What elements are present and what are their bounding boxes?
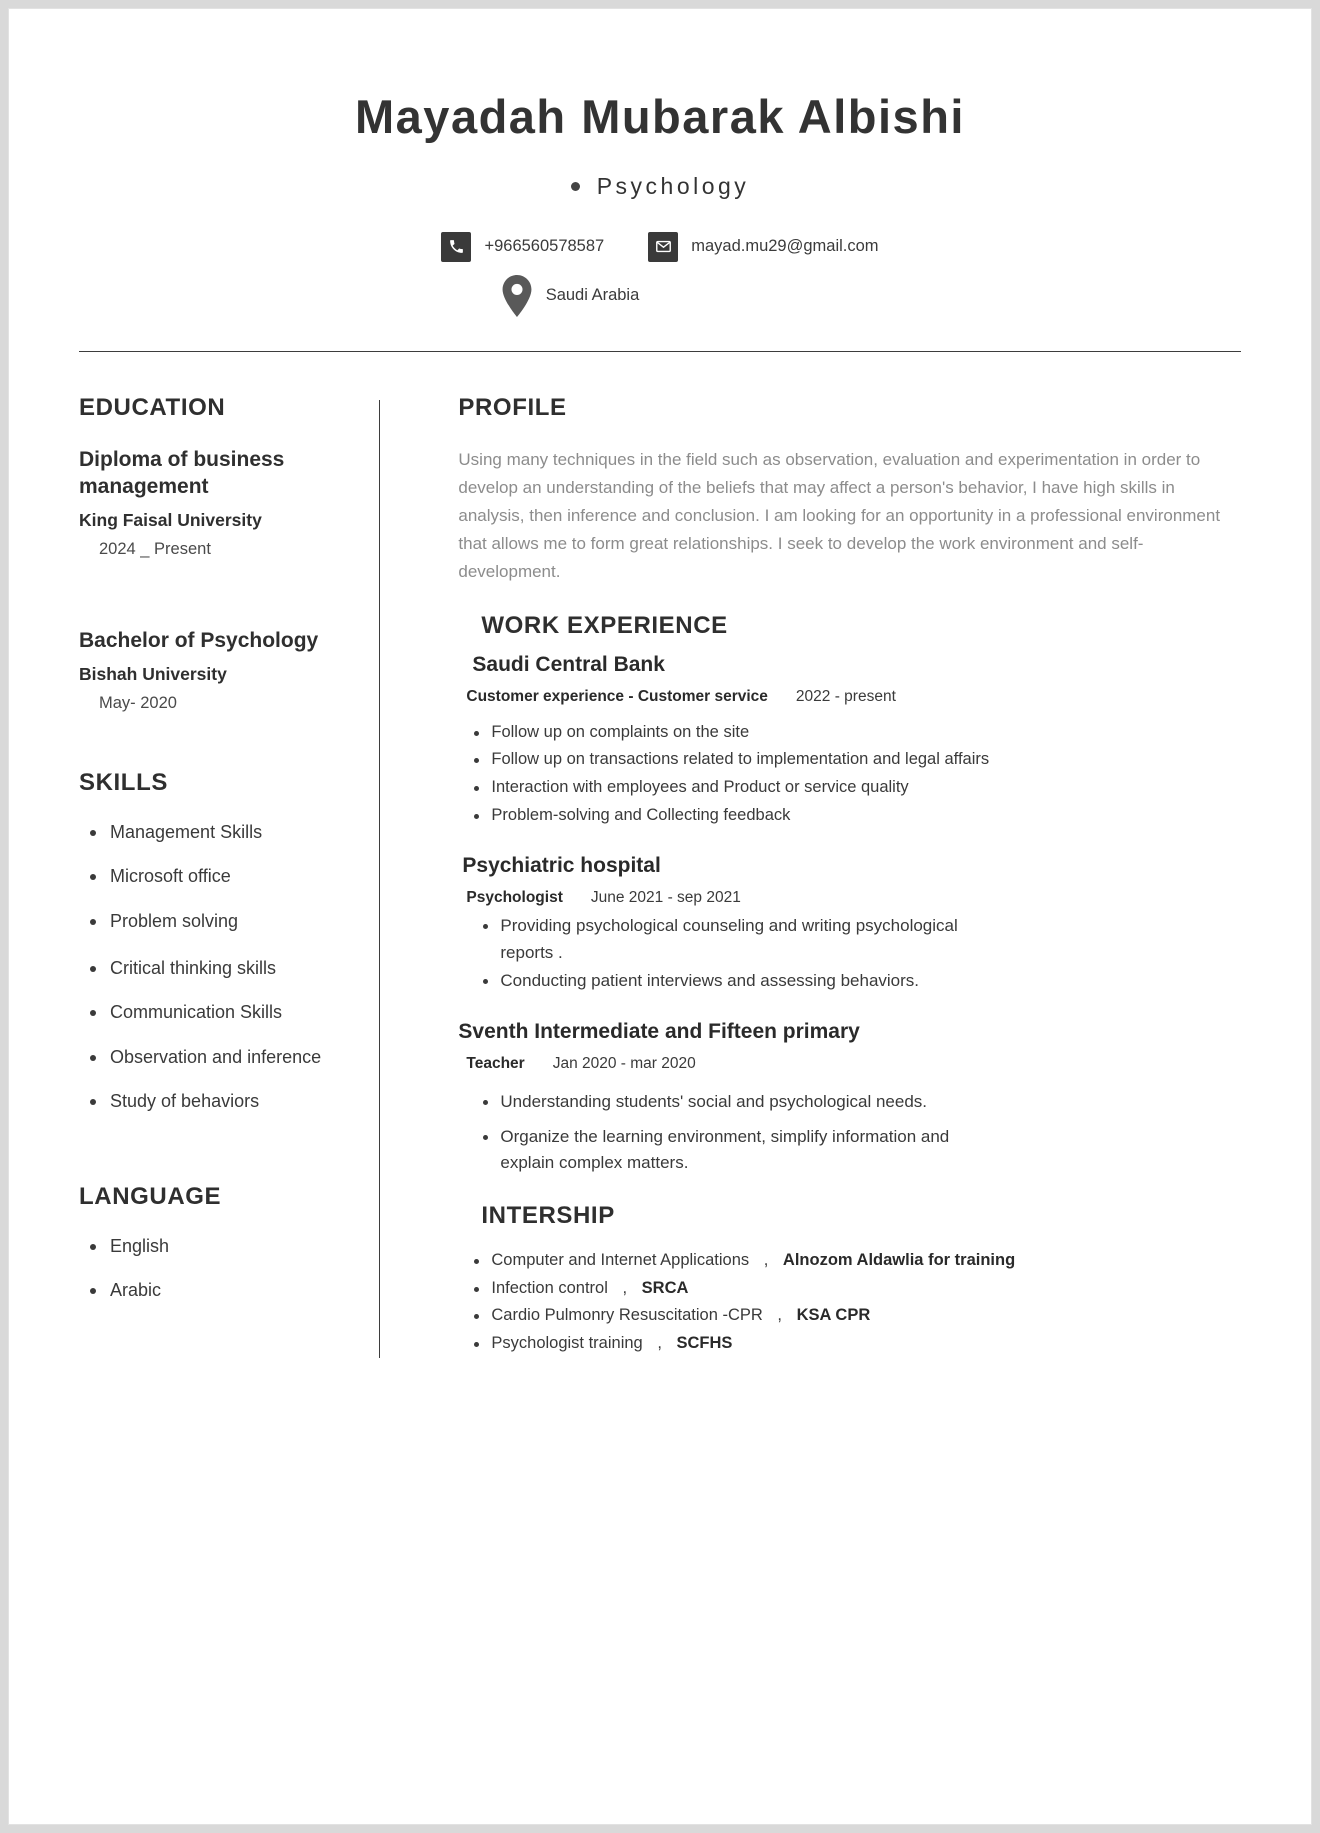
job-dates: Jan 2020 - mar 2020 — [552, 1055, 696, 1073]
education-degree: Bachelor of Psychology — [79, 629, 319, 653]
job-entry — [458, 1020, 1241, 1176]
profile-text: Using many techniques in the field such as observation, evaluation and experimentation in order to develop an understanding of the beliefs that may affect a person's behavior, I have high skills in analysis, then inference and conclusion. I am looking for an opportunity in a professional environment that allows me to form great relationships. I seek to develop the work environment and self-development. — [458, 449, 1221, 581]
page-title: Mayadah Mubarak Albishi — [355, 90, 965, 143]
bullet-icon — [571, 182, 580, 191]
list-item: Study of behaviors — [79, 1090, 361, 1113]
internship-list — [458, 1248, 1241, 1356]
list-item: Conducting patient interviews and assessing behaviors. — [458, 968, 1241, 994]
separator: , — [657, 1333, 662, 1352]
internship-name: Psychologist training — [491, 1333, 643, 1352]
job-company: Sventh Intermediate and Fifteen primary — [458, 1020, 860, 1044]
internship-org: KSA CPR — [796, 1306, 871, 1325]
list-item: Management Skills — [79, 821, 361, 844]
contact-phone — [441, 232, 604, 262]
job-dates: June 2021 - sep 2021 — [590, 889, 741, 907]
job-role: Psychologist — [466, 889, 563, 907]
internship-org: SCFHS — [676, 1333, 733, 1352]
education-heading: EDUCATION — [79, 393, 226, 421]
profile-heading: PROFILE — [458, 393, 567, 421]
language-list — [79, 1235, 361, 1303]
list-item: Interaction with employees and Product or service quality — [458, 775, 1241, 801]
skills-heading: SKILLS — [79, 768, 168, 796]
internship-name: Computer and Internet Applications — [491, 1251, 750, 1270]
internship-name: Infection control — [491, 1278, 608, 1297]
separator: , — [763, 1251, 769, 1270]
phone-icon — [441, 232, 471, 262]
contact-block — [79, 232, 1241, 317]
education-item — [79, 627, 361, 713]
internship-heading: INTERSHIP — [481, 1202, 615, 1230]
list-item: Observation and inference — [79, 1046, 361, 1069]
work-experience-heading: WORK EXPERIENCE — [481, 611, 728, 639]
internship-org: SRCA — [641, 1278, 689, 1297]
list-item: Microsoft office — [79, 865, 361, 888]
job-role: Teacher — [466, 1055, 525, 1073]
profession-label: Psychology — [596, 172, 750, 199]
resume-page — [8, 8, 1312, 1825]
education-school: Bishah University — [79, 663, 227, 684]
location-text: Saudi Arabia — [545, 286, 640, 305]
separator: , — [622, 1278, 628, 1297]
education-degree: Diploma of business management — [79, 447, 285, 499]
job-entry — [458, 653, 1241, 828]
list-item — [458, 1303, 1241, 1329]
location-pin-icon — [501, 275, 533, 317]
list-item: Understanding students' social and psychological needs. — [458, 1089, 1010, 1115]
list-item: Problem solving — [79, 910, 361, 933]
left-column — [79, 394, 379, 1359]
email-text: mayad.mu29@gmail.com — [691, 237, 879, 256]
internship-name: Cardio Pulmonry Resuscitation -CPR — [491, 1306, 763, 1325]
job-dates: 2022 - present — [795, 687, 896, 705]
list-item: Follow up on transactions related to implementation and legal affairs — [458, 747, 1241, 773]
job-role: Customer experience - Customer service — [466, 687, 768, 705]
envelope-icon — [648, 232, 678, 262]
contact-location — [501, 275, 640, 317]
phone-text: +966560578587 — [484, 237, 605, 256]
list-item — [458, 1276, 1241, 1302]
education-school: King Faisal University — [79, 510, 262, 531]
list-item — [458, 1248, 1241, 1274]
job-bullets — [458, 720, 1241, 828]
education-item — [79, 446, 361, 559]
list-item: Critical thinking skills — [79, 957, 361, 980]
job-company: Psychiatric hospital — [462, 854, 661, 878]
internship-org: Alnozom Aldawlia for training — [782, 1251, 1016, 1270]
list-item: Communication Skills — [79, 1001, 361, 1024]
list-item: Arabic — [79, 1279, 361, 1302]
list-item: English — [79, 1235, 361, 1258]
list-item — [458, 1331, 1241, 1357]
profession-row — [79, 173, 1241, 200]
education-date: May- 2020 — [99, 693, 177, 712]
list-item: Problem-solving and Collecting feedback — [458, 803, 1241, 829]
list-item: Providing psychological counseling and writing psychological reports . — [458, 913, 960, 966]
list-item: Organize the learning environment, simplify information and explain complex matters. — [458, 1124, 970, 1177]
language-heading: LANGUAGE — [79, 1182, 222, 1210]
skills-list — [79, 821, 361, 1114]
job-entry — [458, 854, 1241, 994]
job-bullets — [458, 913, 1241, 994]
contact-email — [648, 232, 878, 262]
job-bullets — [458, 1089, 1241, 1176]
list-item: Follow up on complaints on the site — [458, 720, 1241, 746]
separator: , — [777, 1306, 783, 1325]
resume-body — [79, 394, 1241, 1359]
header-divider — [79, 351, 1241, 352]
education-date: 2024 _ Present — [99, 540, 211, 559]
right-column — [380, 394, 1241, 1359]
job-company: Saudi Central Bank — [472, 652, 665, 676]
